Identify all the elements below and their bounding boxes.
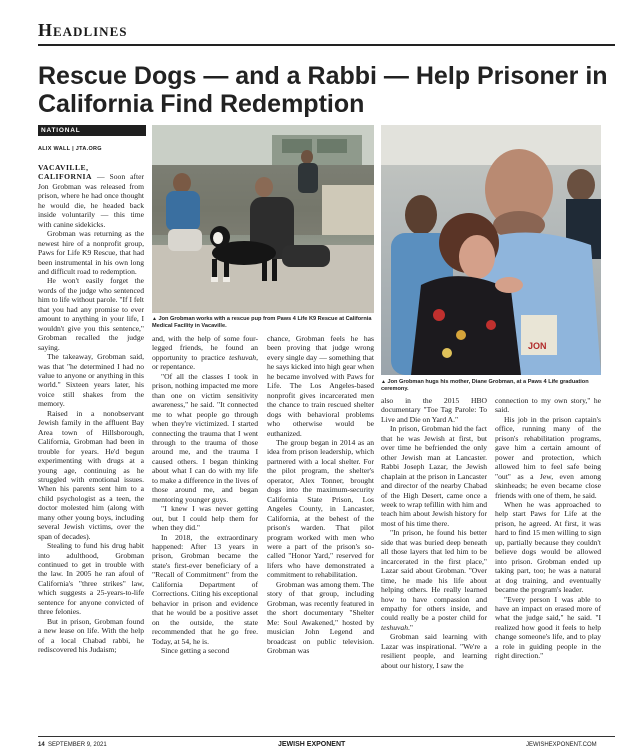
byline: ALIX WALL | JTA.ORG: [38, 146, 102, 152]
paragraph: "Of all the classes I took in prison, nothing impacted me more than one on victim sensitivity awareness," he said. "It connected me to what people go through when they're victimized. I started connecting the trauma that I went through to the trauma of those around me, and the trauma I caused others. I began thinking about what I can do with my life to make a difference in the lives of those around me, and began mentoring younger guys.: [152, 371, 258, 504]
paragraph: "I knew I was never getting out, but I could help them for when they did.": [152, 504, 258, 533]
caption-triangle-icon: ▲: [381, 379, 386, 385]
emphasis-text: teshuvah: [229, 352, 257, 362]
paragraph: Grobman said learning with Lazar was inspirational. "We're a resilient people, and learning about our history, I saw the: [381, 632, 487, 670]
caption-triangle-icon: ▲: [152, 316, 157, 322]
paragraph-text: .": [408, 622, 413, 632]
paragraph: [38, 163, 144, 229]
paragraph-text: — Soon after Jon Grobman was released from prison, where he had once thought he would die, he headed back inside voluntarily — this time with canine sidekicks.: [38, 172, 144, 229]
name-tag-text: JON: [528, 341, 547, 351]
paragraph: also in the 2015 HBO documentary "Toe Tag Parole: To Live and Die on Yard A.": [381, 396, 487, 424]
paragraph-text: "In prison, he found his better side that was buried deep beneath all those layers that led him to be incarcerated in the first place," Lazar said about Grobman. "Over time, he made his life about helping others. He really learned how to have compassion and empathy for others inside, and could really be a poster child for: [381, 528, 487, 623]
section-heading: Headlines: [38, 20, 128, 40]
paragraph: In 2018, the extraordinary happened: After 13 years in prison, Grobman became the state's first-ever beneficiary of a "Recall of Commitment" from the California Department of Corrections. Citing his exceptional behavior in prison and evidence that he would be a positive asset on the outside, the state recommended that he go free. Today, at 54, he is.: [152, 532, 258, 646]
category-label: NATIONAL: [38, 125, 146, 136]
caption-text: Jon Grobman hugs his mother, Diane Grobman, at a Paws 4 Life graduation ceremony.: [381, 379, 589, 392]
paragraph-text: , or repentance.: [152, 352, 258, 372]
article-column-5: [495, 396, 601, 661]
photo-mother-hug-image: [381, 125, 601, 375]
paragraph: connection to my own story," he said.: [495, 396, 601, 415]
paragraph: His job in the prison captain's office, running many of the prison's rehabilitation programs, gave him a certain amount of power and protection, which allowed him to feel safe being "out" as a Jew, even among skinheads; he even became close friends with one of them, he said.: [495, 414, 601, 500]
footer-rule: [38, 736, 615, 737]
paragraph: Grobman was among them. The story of that group, including Grobman, was recently featured in the short documentary "Shelter Me: Soul Awakened," hosted by musician John Legend and broadcast on public television. Grobman was: [267, 579, 374, 655]
paragraph: The takeaway, Grobman said, was that "he determined I had no value to anyone or anything in this world." Sixteen years later, his voice still shakes from the memory.: [38, 352, 144, 409]
article-headline: Rescue Dogs — and a Rabbi — Help Prisoner in California Find Redemption: [38, 62, 608, 118]
dateline: VACAVILLE, CALIFORNIA: [38, 163, 92, 182]
photo-caption-1: [152, 316, 374, 330]
article-column-1: [38, 163, 144, 655]
photo-dog-training-image: [152, 125, 374, 313]
photo-dog-training: [152, 125, 374, 313]
photo-caption-2: [381, 379, 601, 393]
page-number: 14: [38, 742, 45, 748]
paragraph: Raised in a nonobservant Jewish family in the affluent Bay Area town of Hillsborough, California, Grobman had been in trouble for years. He'd begun experimenting with drugs at a young age, continuing as he struggled with emotional issues. When his parents sent him to a child psychologist as a teen, the doctor molested him (along with many other young boys, including several Jewish victims, over the span of decades).: [38, 408, 144, 541]
emphasis-text: teshuvah: [381, 622, 408, 632]
article-column-3: [267, 334, 374, 655]
paragraph: Stealing to fund his drug habit into adulthood, Grobman continued to get in trouble with the law. In 2005 he ran afoul of California's "three strikes" law, which suggests a 25-years-to-life sentence for anyone convicted of three felonies.: [38, 541, 144, 617]
footer-page-date: [38, 742, 107, 748]
paragraph: He won't easily forget the words of the judge who sentenced him to life without parole. "If I felt that you had any promise to ever amount to anything in your life, I wouldn't give you this sentence," Grobman recalled the judge saying.: [38, 276, 145, 352]
caption-text: Jon Grobman works with a rescue pup from Paws 4 Life K9 Rescue at California Medical Facility in Vacaville.: [152, 316, 372, 329]
footer-publication: JEWISH EXPONENT: [278, 741, 346, 748]
article-column-4: [381, 396, 487, 670]
paragraph: chance, Grobman feels he has been proving that judge wrong every single day — something that he says kicked into high gear when he became involved with Paws for Life. The Los Angeles-based nonprofit gives incarcerated men the chance to train rescued shelter dogs with behavioral problems who otherwise would be euthanized.: [267, 334, 374, 438]
paragraph: The group began in 2014 as an idea from prison leadership, which partnered with a local shelter. For the pilot program, the shelter's operator, Alex Tonner, brought dogs into the maximum-security California State Prison, Los Angeles County, in Lancaster, California, at the behest of the prison's warden. That pilot program worked with men who were a part of the prison's so-called "Honor Yard," reserved for lifers who have demonstrated a commitment to rehabilitation.: [267, 437, 374, 580]
footer-url: JEWISHEXPONENT.COM: [526, 742, 597, 748]
paragraph: In prison, Grobman hid the fact that he was Jewish at first, but over time he befriended the only other Jewish man at Lancaster. Rabbi Joseph Lazar, the Jewish chaplain at the prison in Lancaster and director of the nearby Chabad of the High Desert, came once a week to wrap tefillin with him and teach him about Jewish history for most of his time there.: [381, 424, 487, 528]
paragraph: But in prison, Grobman found a new lease on life. With the help of a local Chabad rabbi, he rediscovered his Judaism;: [38, 616, 144, 655]
issue-date: SEPTEMBER 9, 2021: [48, 742, 107, 748]
photo-mother-hug: [381, 125, 601, 375]
paragraph: "Every person I was able to have an impact on erased more of what the judge said," he said. "I realized how good it feels to help change someone's life, and to play a role in guiding people in the right direction.": [495, 594, 601, 661]
article-column-2: [152, 334, 258, 655]
paragraph-text: and, with the help of some four-legged friends, he found an opportunity to practice: [152, 334, 258, 362]
top-rule: [38, 44, 615, 46]
paragraph: When he was approached to help start Paws for Life at the prison, he agreed. At first, it was hard to find 15 men willing to sign up, partially because they couldn't believe dogs would be allowed into prison. Grobman ended up taking part, too; he was a natural at dog training, and eventually became the program's leader.: [495, 499, 601, 595]
paragraph: [381, 528, 487, 632]
paragraph: [152, 334, 258, 372]
paragraph: Since getting a second: [161, 645, 230, 655]
paragraph: Grobman was returning as the newest hire of a nonprofit group, Paws for Life K9 Rescue, that had been instrumental in his own long and difficult road to redemption.: [38, 229, 144, 276]
